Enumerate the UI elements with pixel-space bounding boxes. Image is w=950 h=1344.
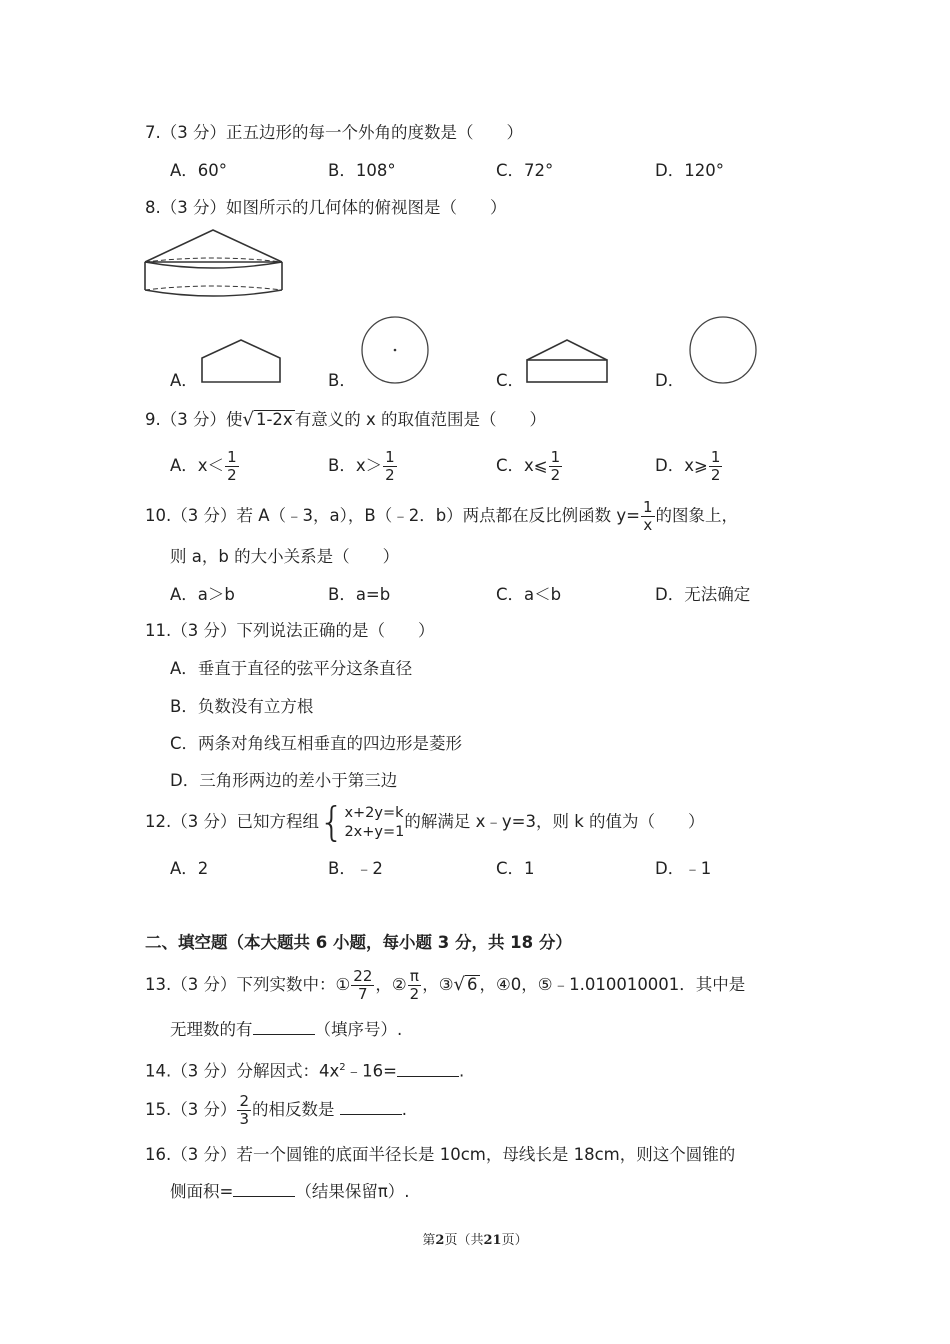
fraction bbox=[383, 449, 397, 484]
option-label: D． bbox=[655, 456, 685, 475]
q12-option-d: D．﹣1 bbox=[655, 859, 712, 878]
q12-option-b: B．﹣2 bbox=[328, 859, 383, 878]
q9-option-c bbox=[496, 449, 563, 484]
q8-pentagon-figure bbox=[200, 338, 282, 384]
denominator: 7 bbox=[358, 985, 368, 1003]
q9-suffix: 有意义的 x 的取值范围是（ ） bbox=[294, 410, 546, 429]
numerator: 1 bbox=[385, 448, 395, 466]
q8-option-c: C． bbox=[496, 371, 525, 390]
q10-stem bbox=[145, 499, 738, 534]
separator: ，③ bbox=[422, 975, 454, 994]
q15-prefix: 15.（3 分） bbox=[145, 1100, 237, 1119]
section-heading: 二、填空题（本大题共 6 小题，每小题 3 分，共 18 分） bbox=[145, 933, 572, 952]
q9-option-d bbox=[655, 449, 723, 484]
q12-stem bbox=[145, 800, 705, 844]
q11-option-b: B．负数没有立方根 bbox=[170, 697, 314, 716]
q16-line2-end: （结果保留π）. bbox=[295, 1182, 410, 1201]
answer-blank[interactable] bbox=[233, 1182, 295, 1197]
q10-stem-text: 10.（3 分）若 A（﹣3，a），B（﹣2．b）两点都在反比例函数 y= bbox=[145, 506, 640, 525]
q13-line2-end: （填序号）. bbox=[314, 1020, 403, 1039]
q7-option-d: D．120° bbox=[655, 161, 724, 180]
q15-end: . bbox=[401, 1100, 408, 1119]
answer-blank[interactable] bbox=[340, 1100, 402, 1115]
footer-text: 第 bbox=[422, 1233, 436, 1248]
q13-rest: ，④0，⑤﹣1.010010001．其中是 bbox=[479, 975, 746, 994]
numerator: 22 bbox=[353, 967, 373, 985]
fraction bbox=[549, 449, 563, 484]
numerator: 2 bbox=[239, 1092, 250, 1110]
sqrt-sign: √ bbox=[242, 409, 254, 430]
q15-stem bbox=[145, 1091, 407, 1129]
separator: ，② bbox=[375, 975, 407, 994]
q8-option-d: D． bbox=[655, 371, 685, 390]
fraction bbox=[237, 1093, 251, 1128]
q9-option-b bbox=[328, 449, 398, 484]
q15-mid: 的相反数是 bbox=[252, 1100, 340, 1119]
footer-text: 页（共 bbox=[444, 1233, 484, 1248]
answer-blank[interactable] bbox=[253, 1020, 315, 1035]
q7-option-a: A．60° bbox=[170, 161, 228, 180]
denominator: x bbox=[643, 516, 653, 534]
q8-circle-figure bbox=[688, 315, 758, 385]
option-relation: x＜ bbox=[197, 456, 225, 475]
q13-stem bbox=[145, 966, 745, 1004]
q7-option-c: C．72° bbox=[496, 161, 554, 180]
q10-option-c: C．a＜b bbox=[496, 585, 562, 604]
fraction bbox=[351, 968, 374, 1003]
q12-option-c: C．1 bbox=[496, 859, 535, 878]
q9-radicand: 1-2x bbox=[255, 410, 293, 429]
q10-option-a: A．a＞b bbox=[170, 585, 235, 604]
fraction bbox=[641, 499, 655, 534]
sqrt-sign: √ bbox=[453, 974, 465, 995]
page-number: 2 bbox=[435, 1233, 445, 1248]
page-footer bbox=[0, 1229, 950, 1248]
q12-suffix: 的解满足 x﹣y=3，则 k 的值为（ ） bbox=[404, 812, 705, 831]
option-label: C． bbox=[496, 456, 525, 475]
q10-option-d: D．无法确定 bbox=[655, 585, 751, 604]
numerator: 1 bbox=[227, 448, 237, 466]
q16-line1: 16.（3 分）若一个圆锥的底面半径长是 10cm，母线长是 18cm，则这个圆锥的 bbox=[145, 1145, 736, 1164]
denominator: 2 bbox=[550, 466, 561, 484]
numerator: 1 bbox=[710, 448, 721, 466]
q8-option-a: A． bbox=[170, 371, 198, 390]
numerator: 1 bbox=[550, 448, 561, 466]
q9-option-a bbox=[170, 449, 240, 484]
numerator: 1 bbox=[643, 498, 653, 516]
q14-stem bbox=[145, 1057, 464, 1083]
q11-option-a: A．垂直于直径的弦平分这条直径 bbox=[170, 659, 413, 678]
option-relation: x⩾ bbox=[684, 456, 708, 475]
q10-suffix: 的图象上， bbox=[655, 506, 739, 525]
q14-mid: ﹣16= bbox=[345, 1061, 397, 1081]
equation-2: 2x+y=1 bbox=[344, 823, 405, 840]
q8-triangle-rect-figure bbox=[525, 338, 609, 384]
q13-line2 bbox=[170, 1019, 402, 1041]
footer-text: 页） bbox=[501, 1233, 528, 1248]
fraction bbox=[408, 968, 422, 1003]
q16-line2-text: 侧面积= bbox=[170, 1182, 234, 1201]
denominator: 2 bbox=[710, 466, 721, 484]
fraction bbox=[709, 449, 723, 484]
q10-line2: 则 a，b 的大小关系是（ ） bbox=[170, 547, 400, 566]
option-relation: x＞ bbox=[355, 456, 383, 475]
page-total: 21 bbox=[483, 1233, 502, 1248]
denominator: 2 bbox=[227, 466, 237, 484]
q12-option-a: A．2 bbox=[170, 859, 209, 878]
q13-line2-text: 无理数的有 bbox=[170, 1020, 253, 1039]
q11-option-c: C．两条对角线互相垂直的四边形是菱形 bbox=[170, 734, 463, 753]
denominator: 2 bbox=[385, 466, 395, 484]
radicand: 6 bbox=[467, 975, 478, 994]
q14-end: . bbox=[458, 1061, 465, 1081]
equation-system bbox=[344, 804, 404, 842]
q11-stem: 11.（3 分）下列说法正确的是（ ） bbox=[145, 621, 435, 640]
superscript: 2 bbox=[339, 1062, 346, 1073]
q10-option-b: B．a=b bbox=[328, 585, 391, 604]
q9-stem bbox=[145, 409, 546, 431]
q7-option-b: B．108° bbox=[328, 161, 396, 180]
option-label: B． bbox=[328, 456, 356, 475]
option-relation: x⩽ bbox=[524, 456, 548, 475]
denominator: 2 bbox=[409, 985, 420, 1003]
q7-stem: 7.（3 分）正五边形的每一个外角的度数是（ ） bbox=[145, 123, 523, 142]
option-label: A． bbox=[170, 456, 198, 475]
q13-prefix: 13.（3 分）下列实数中：① bbox=[145, 975, 351, 994]
q9-prefix: 9.（3 分）使 bbox=[145, 410, 243, 429]
q8-circle-dot-figure bbox=[360, 315, 430, 385]
brace: { bbox=[318, 799, 345, 846]
answer-blank[interactable] bbox=[397, 1062, 459, 1077]
q8-option-b: B． bbox=[328, 371, 356, 390]
q11-option-d: D．三角形两边的差小于第三边 bbox=[170, 771, 398, 790]
denominator: 3 bbox=[239, 1110, 250, 1128]
q8-stem: 8.（3 分）如图所示的几何体的俯视图是（ ） bbox=[145, 198, 507, 217]
fraction bbox=[225, 449, 239, 484]
q16-line2 bbox=[170, 1181, 410, 1203]
q12-prefix: 12.（3 分）已知方程组 bbox=[145, 812, 319, 831]
q8-solid-figure bbox=[140, 228, 288, 298]
q14-prefix: 14.（3 分）分解因式：4x bbox=[145, 1061, 340, 1081]
equation-1: x+2y=k bbox=[344, 804, 404, 821]
numerator: π bbox=[409, 967, 419, 985]
